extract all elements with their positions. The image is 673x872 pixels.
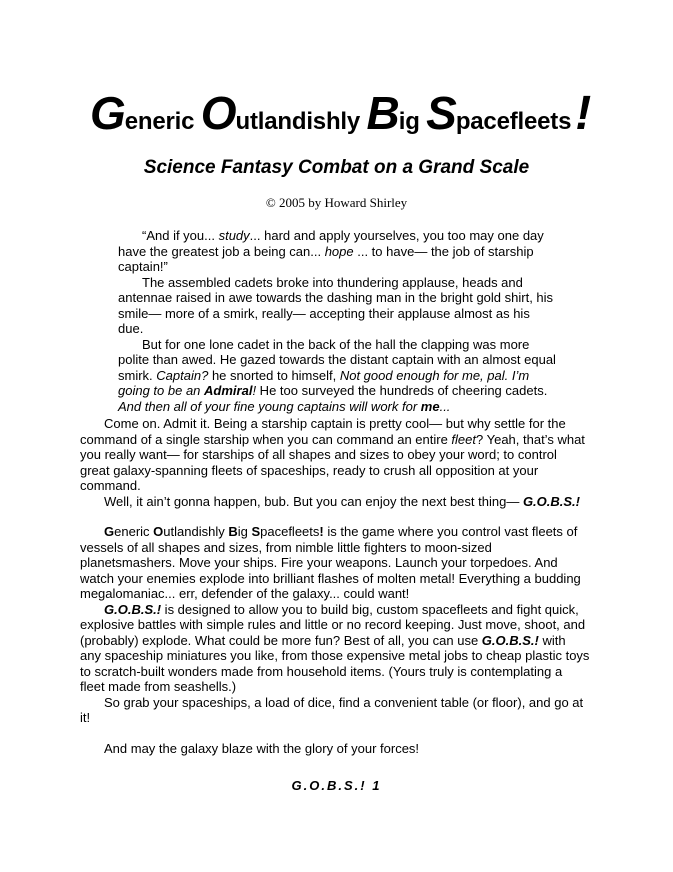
- text-run: So grab your spaceships, a load of dice, find a convenient table (or floor), and go at it!: [80, 694, 584, 725]
- text-run: utlandishly: [163, 524, 229, 539]
- introduction-text: [80, 416, 590, 756]
- text-run: is designed to allow you to build big, custom spacefleets and fight quick, explosive battles with simple rules and little or no record keeping. Just move, shoot, and (probably) explode. What could be more fun? Best of all, you can use: [80, 601, 586, 648]
- story-paragraph: [118, 337, 558, 415]
- text-run: !: [319, 524, 324, 539]
- text-run: study: [218, 228, 250, 243]
- text-run: Come on. Admit it. Being a starship captain is pretty cool— but why settle for the command of a single starship when you can command an entire: [80, 416, 566, 447]
- body-paragraph: [80, 416, 590, 494]
- text-run: me: [420, 398, 440, 414]
- text-run: And then all of your fine young captains will work for: [118, 398, 421, 414]
- text-run: “And if you...: [142, 228, 219, 243]
- text-run: Well, it ain’t gonna happen, bub. But you can enjoy the next best thing—: [104, 493, 523, 509]
- copyright-line: © 2005 by Howard Shirley: [265, 195, 408, 210]
- text-run: eneric: [114, 524, 154, 539]
- text-run: And may the galaxy blaze with the glory of your forces!: [104, 740, 420, 756]
- story-paragraph: [118, 275, 558, 337]
- text-run: G.O.B.S.!: [481, 632, 539, 648]
- body-paragraph: [80, 602, 590, 695]
- title-word-1: Generic: [90, 87, 195, 139]
- body-paragraph: [80, 524, 590, 602]
- story-paragraph: [118, 228, 558, 275]
- text-run: G.O.B.S.!: [522, 493, 580, 509]
- text-run: fleet: [451, 431, 476, 447]
- text-run: Not good enough for me, pal. I’m going to be an: [118, 367, 530, 398]
- document-title: [90, 86, 590, 141]
- text-run: ... to have— the job of starship captain!”: [118, 243, 534, 274]
- text-run: pacefleets: [260, 524, 320, 539]
- text-run: ... hard and apply yourselves, you too may one day have the greatest job a being can...: [118, 228, 544, 259]
- body-paragraph: [80, 741, 590, 757]
- body-paragraph: [80, 494, 590, 510]
- opening-story: [118, 228, 558, 414]
- text-run: The assembled cadets broke into thundering applause, heads and antennae raised in awe towards the dashing man in the bright gold shirt, his smile— more of a smirk, really— accepting their applause almost as his due.: [118, 274, 554, 336]
- text-run: ig: [237, 524, 252, 539]
- text-run: G.O.B.S.!: [104, 601, 162, 617]
- text-run: hope: [324, 243, 354, 259]
- text-run: Admiral: [204, 383, 253, 398]
- text-run: with any spaceship miniatures you like, from those expensive metal jobs to cheap plastic toys to scratch-built wonders made from household items. (Yours truly is contemplating a fleet made from seashells.): [80, 632, 590, 694]
- text-run: S: [251, 524, 261, 539]
- text-run: ...: [439, 398, 451, 414]
- text-run: O: [153, 524, 164, 539]
- text-run: !: [252, 383, 257, 398]
- text-run: is the game where you control vast fleets of vessels of all shapes and sizes, from nimble little fighters to moon-sized planetsmashers. Move your ships. Fire your weapons. Launch your torpedoes. And watch your enemies explode into brilliant flashes of molten metal! Everything a budding megalomaniac... err, defender of the galaxy... could want!: [80, 524, 581, 601]
- text-run: But for one lone cadet in the back of the hall the clapping was more polite than awed. He gazed towards the distant captain with an almost equal smirk.: [118, 336, 556, 383]
- text-run: ? Yeah, that’s what you really want— for starships of all shapes and sizes to obey your word; to control great galaxy-spanning fleets of spaceships, ready to crush all opposition at your command.: [80, 431, 585, 493]
- title-word-2: Outlandishly: [200, 87, 361, 139]
- document-subtitle: Science Fantasy Combat on a Grand Scale: [143, 157, 530, 178]
- page-footer: G.O.B.S.! 1: [291, 778, 382, 793]
- text-run: B: [228, 524, 238, 539]
- text-run: he snorted to himself,: [208, 367, 340, 383]
- body-paragraph: [80, 695, 590, 726]
- title-exclamation: !: [575, 87, 592, 140]
- title-word-3: Big: [366, 87, 420, 139]
- title-word-4: Spacefleets: [426, 87, 572, 139]
- text-run: G: [104, 524, 115, 539]
- text-run: Captain?: [156, 367, 209, 383]
- text-run: He too surveyed the hundreds of cheering cadets.: [256, 383, 548, 398]
